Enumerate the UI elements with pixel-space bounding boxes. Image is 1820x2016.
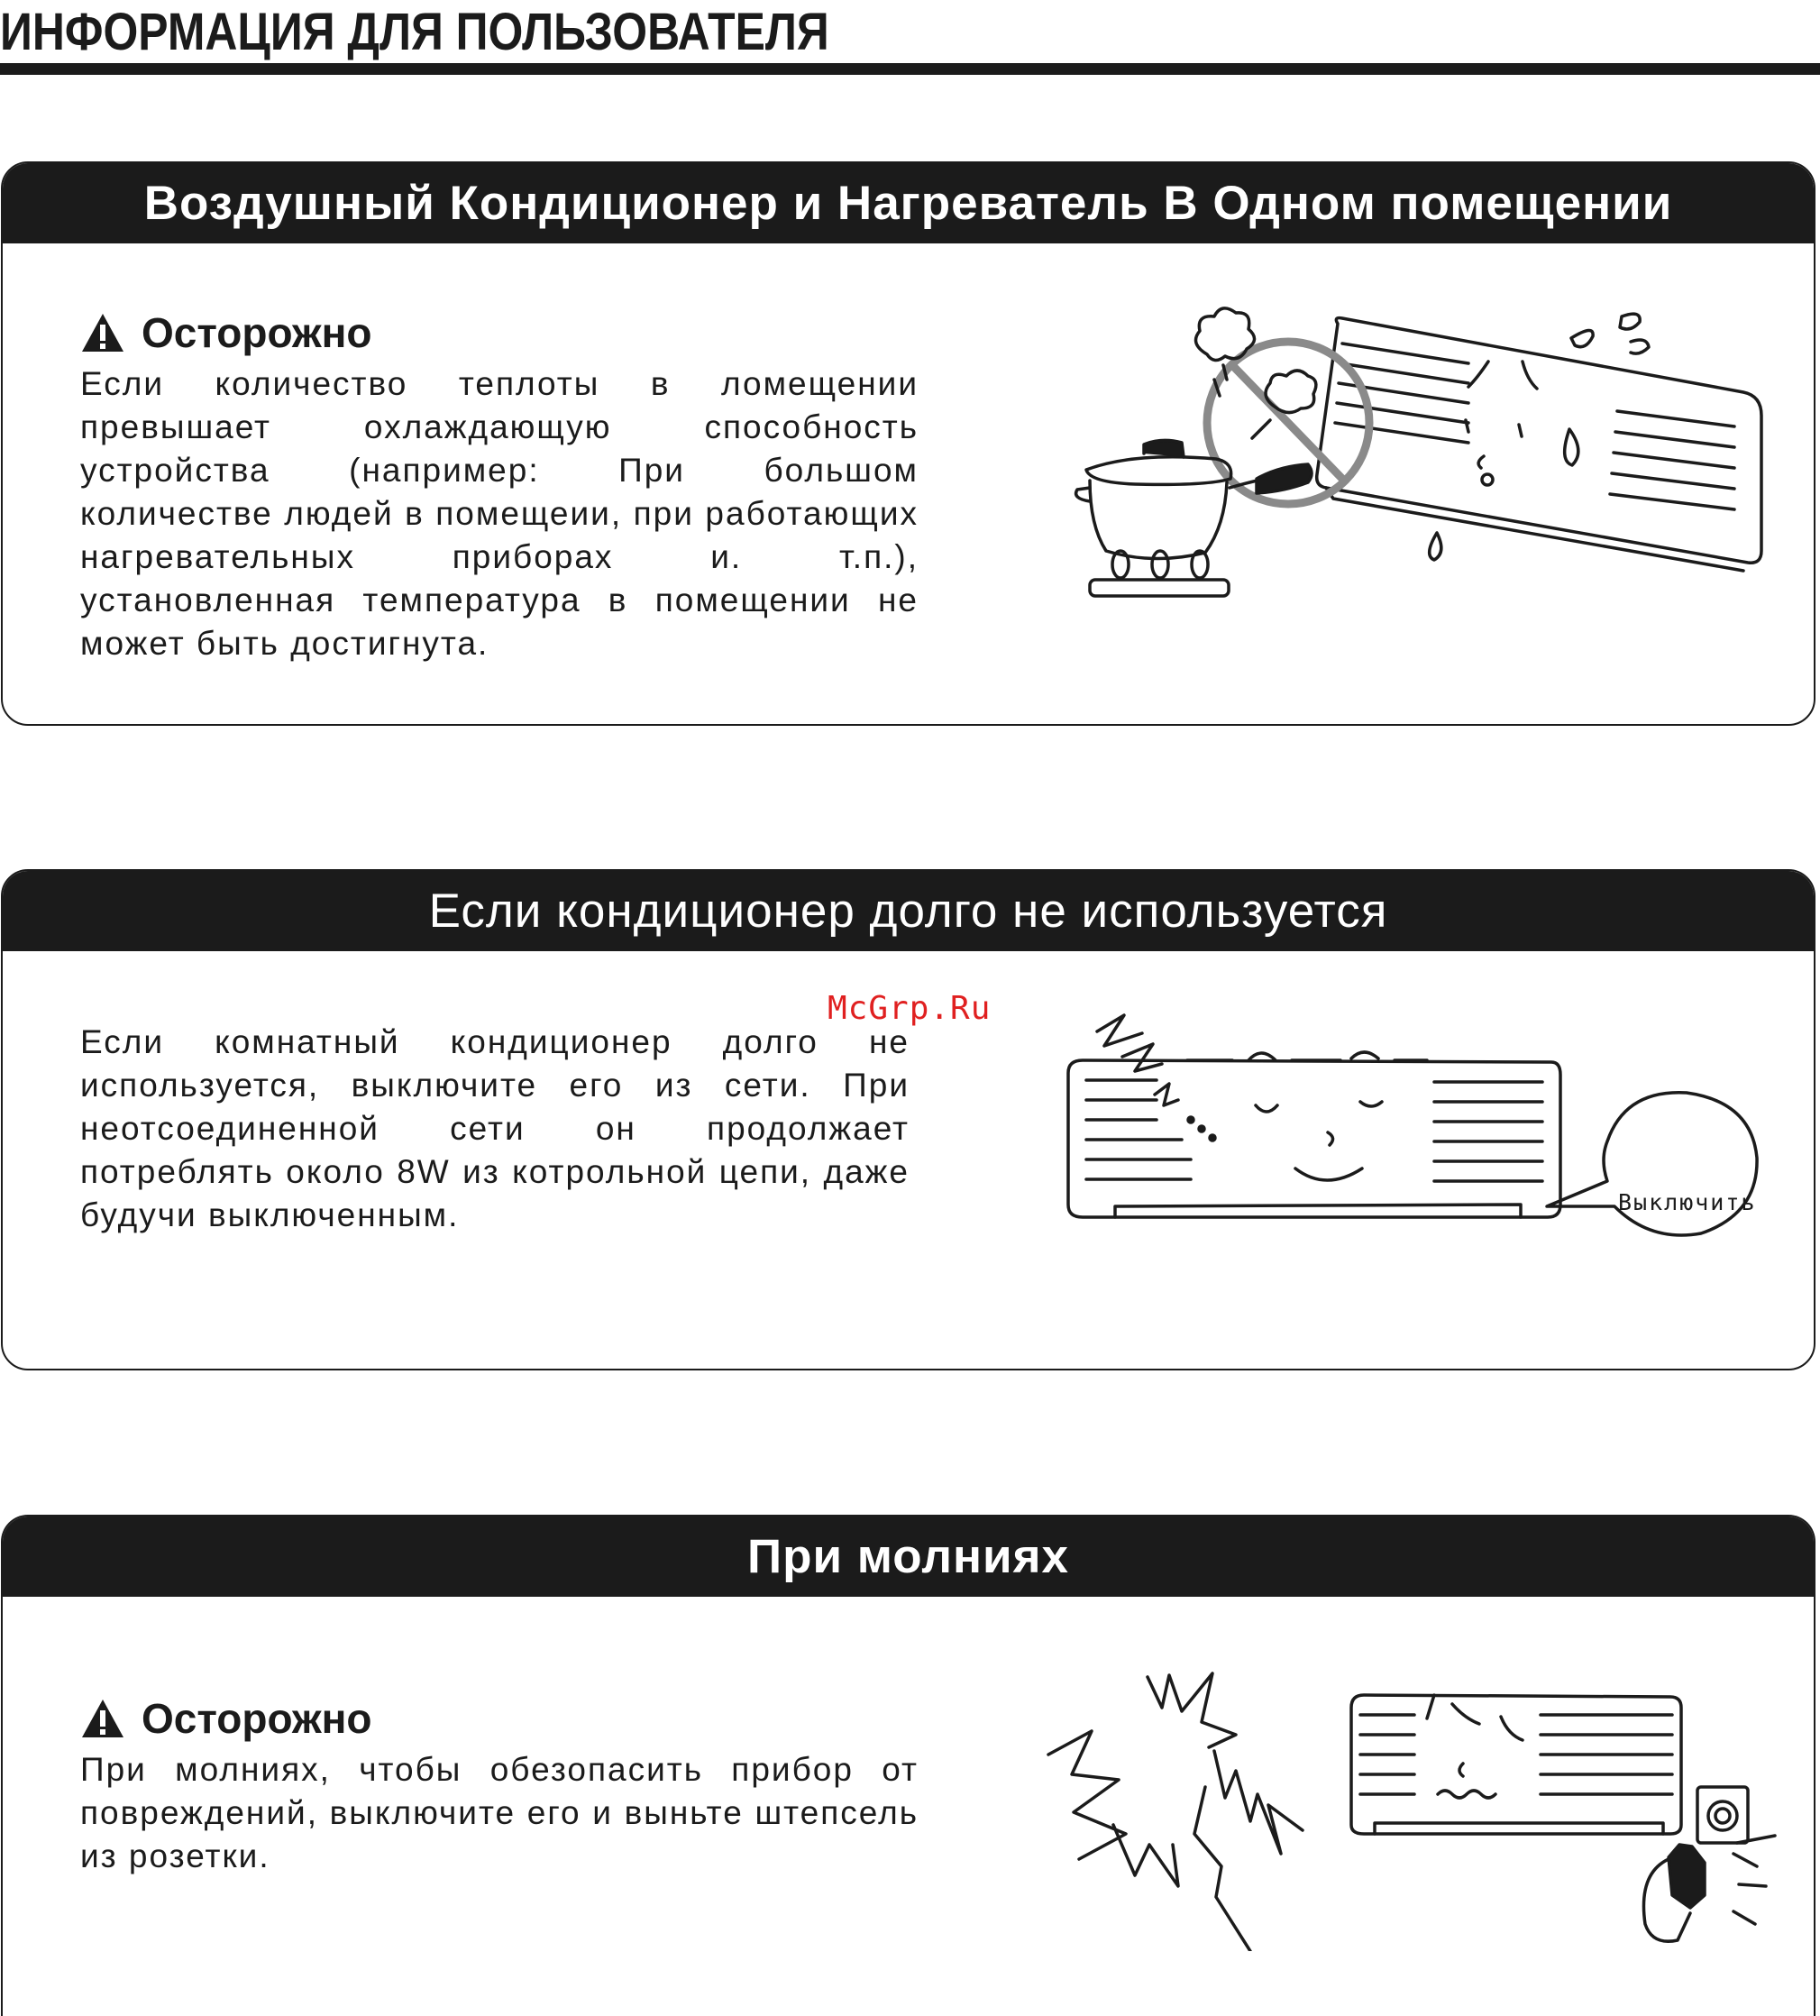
section-body-text: Если комнатный кондиционер долго не используется, выключите его из сети. При неотсоединенной сети он продолжает потреблять около 8W из котрольной цепи, даже будучи выключенным. <box>80 1023 910 1233</box>
pot-illustration <box>1076 440 1312 596</box>
watermark: McGrp.Ru <box>828 990 992 1027</box>
illustration-lightning <box>1036 1654 1784 1951</box>
sleep-z-icon <box>1097 1015 1142 1046</box>
caution-heading <box>80 1694 371 1743</box>
caution-heading <box>80 308 371 357</box>
ac-unit-illustration <box>1317 314 1761 571</box>
section-title: Если кондиционер долго не используется <box>428 884 1388 938</box>
section-long-unused <box>1 869 1815 1370</box>
section-title: Воздушный Кондиционер и Нагреватель В Одном помещении <box>143 177 1673 230</box>
power-outlet-icon <box>1697 1787 1748 1843</box>
illustration-sleeping-ac <box>1056 1006 1777 1277</box>
page-title: ИНФОРМАЦИЯ ДЛЯ ПОЛЬЗОВАТЕЛЯ <box>0 3 829 61</box>
section-body-text: При молниях, чтобы обезопасить прибор от повреждений, выключите его и выньте штепсель из розетки. <box>80 1751 919 1874</box>
section-lightning <box>1 1515 1815 2016</box>
lightning-icon <box>1148 1673 1236 1747</box>
caution-label: Осторожно <box>142 1695 372 1742</box>
warning-icon <box>80 312 125 353</box>
illustration-stove-and-ac <box>1072 289 1775 614</box>
bubble-label: Выключить <box>1618 1189 1757 1215</box>
warning-icon <box>80 1698 125 1739</box>
caution-label: Осторожно <box>142 309 372 356</box>
title-rule <box>0 63 1820 75</box>
section-header <box>3 1517 1814 1597</box>
plug-icon <box>1669 1845 1705 1908</box>
section-title: При молниях <box>746 1530 1069 1583</box>
section-header <box>3 871 1814 951</box>
section-body-text: Если количество теплоты в ломещении превышает охлаждающую способность устройства (например: При большом количестве людей в помещеии, при работающих нагревательных приборах и. т.п.), установленная температура в помещении не может быть достигнута. <box>80 365 919 662</box>
section-header <box>3 163 1814 243</box>
section-ac-and-heater <box>1 161 1815 726</box>
